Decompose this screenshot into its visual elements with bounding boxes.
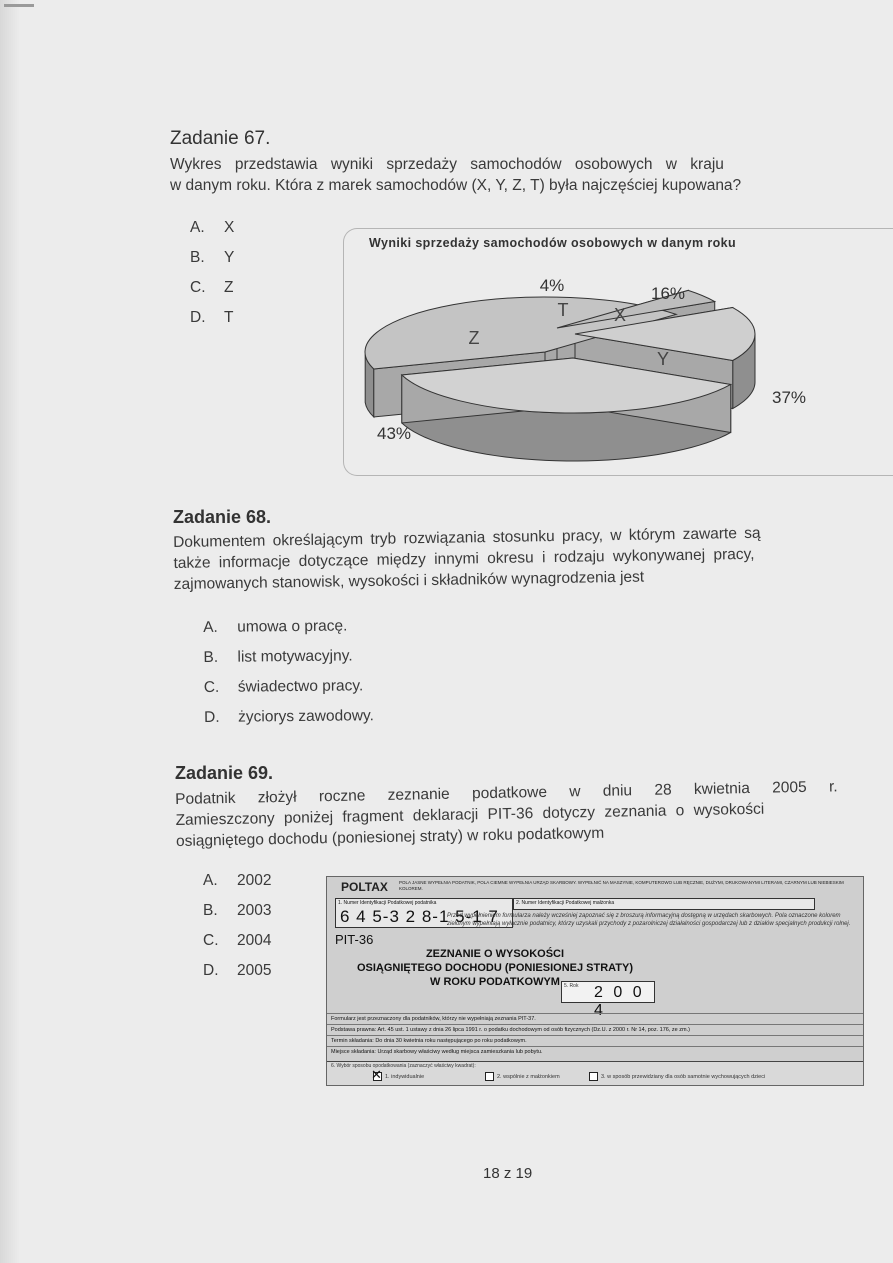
q68-text-line2: także informacje dotyczące między innymi okresu i rodzaju wykonywanej pracy, <box>173 545 755 572</box>
pie-chart-svg <box>344 229 893 475</box>
form-notice: Przed wypełnieniem formularza należy wcześniej zapoznać się z broszurą informacyjną dostępną w urzędach skarbowych. Pola oznaczone kolorem zielonym wypełniają wyłącznie podatnicy, którzy uzyskali przychody z pozarolniczej działalności gospodarczej lub z działów specjalnych produkcji rolnej. <box>447 913 851 927</box>
form-info-rows <box>327 1013 863 1057</box>
q69-text-line1: Podatnik złożył roczne zeznanie podatkowe w dniu 28 kwietnia 2005 r. <box>175 778 838 808</box>
q68-option-b[interactable]: B. list motywacyjny. <box>203 647 353 666</box>
spouse-nip-label: 2. Numer Identyfikacji Podatkowej małżonka <box>516 900 615 906</box>
q67-option-d[interactable]: D. T <box>190 309 234 326</box>
taxation-option-joint: 2. wspólnie z małżonkiem <box>485 1072 560 1081</box>
q68-text-line3: zajmowanych stanowisk, wysokości i składników wynagrodzenia jest <box>173 568 645 593</box>
q68-option-c[interactable]: C. świadectwo pracy. <box>203 677 364 696</box>
scan-corner-mark <box>4 4 34 7</box>
q69-option-b[interactable]: B. 2003 <box>203 902 272 919</box>
slice-value-z: 43% <box>376 424 412 443</box>
slice-value-t: 4% <box>539 276 565 295</box>
nip-label: 1. Numer Identyfikacji Podatkowej podatnika <box>338 900 437 906</box>
q69-text-line2: Zamieszczony poniżej fragment deklaracji PIT-36 dotyczy zeznania o wysokości <box>175 800 765 829</box>
slice-value-x: 16% <box>650 284 686 303</box>
form-info-row: Formularz jest przeznaczony dla podatników, którzy nie wypełniają zeznania PIT-37. <box>327 1013 863 1024</box>
q69-option-a[interactable]: A. 2002 <box>203 872 272 889</box>
slice-value-y: 37% <box>771 388 807 407</box>
chart-title: Wyniki sprzedaży samochodów osobowych w danym roku <box>369 236 737 250</box>
q69-title: Zadanie 69. <box>175 763 274 783</box>
q68-options <box>203 611 374 733</box>
q68-option-d[interactable]: D. życiorys zawodowy. <box>204 707 374 726</box>
q69-block <box>175 763 273 784</box>
q69-option-d[interactable]: D. 2005 <box>203 962 272 979</box>
checkbox <box>589 1072 598 1081</box>
pit36-form-fragment <box>326 876 864 1086</box>
form-top-note: POLA JASNE WYPEŁNIA PODATNIK, POLA CIEMNE WYPEŁNIA URZĄD SKARBOWY. WYPEŁNIĆ NA MASZYNIE, KOMPUTEROWO LUB RĘCZNIE, DUŻYMI, DRUKOWANYMI LITERAMI, CZARNYM LUB NIEBIESKIM KOLOREM. <box>399 880 844 891</box>
q69-option-c[interactable]: C. 2004 <box>203 932 272 949</box>
taxation-option-single-parent: 3. w sposób przewidziany dla osób samotnie wychowujących dzieci <box>589 1072 765 1081</box>
q67-text-line1: Wykres przedstawia wyniki sprzedaży samochodów osobowych w kraju <box>170 156 724 173</box>
taxation-method-section <box>327 1061 863 1086</box>
spouse-nip-field <box>513 898 815 910</box>
form-info-row: Miejsce składania: Urząd skarbowy właściwy według miejsca zamieszkania lub pobytu. <box>327 1046 863 1057</box>
page-edge-shadow <box>0 0 20 1263</box>
q67-block <box>170 128 270 150</box>
q67-option-a[interactable]: A. X <box>190 219 235 236</box>
q68-text-line1: Dokumentem określającym tryb rozwiązania stosunku pracy, w którym zawarte są <box>173 524 761 551</box>
poltax-label: POLTAX <box>341 880 388 894</box>
q67-title: Zadanie 67. <box>170 128 271 149</box>
q67-options <box>190 213 234 333</box>
q68-block <box>173 507 271 528</box>
q67-question <box>170 154 870 196</box>
q68-question <box>173 521 874 595</box>
slice-label-z: Z <box>468 328 480 348</box>
q67-option-c[interactable]: C. Z <box>190 279 234 296</box>
tax-year-field <box>561 981 655 1019</box>
taxation-method-label: 6. Wybór sposobu opodatkowania (zaznaczyć właściwy kwadrat): <box>331 1063 476 1069</box>
taxation-option-individual: ✕ 1. indywidualnie <box>373 1072 424 1081</box>
page-number: 18 z 19 <box>483 1165 533 1182</box>
tax-year-value: 2 0 0 4 <box>594 984 645 1019</box>
q69-question <box>175 776 876 852</box>
q69-text-line3: osiągniętego dochodu (poniesionej straty) w roku podatkowym <box>175 824 605 850</box>
form-code: PIT-36 <box>335 932 374 947</box>
form-info-row: Podstawa prawna: Art. 45 ust. 1 ustawy z dnia 26 lipca 1991 r. o podatku dochodowym od osób fizycznych (Dz.U. z 2000 r. Nr 14, poz. 176, ze zm.) <box>327 1024 863 1035</box>
checkbox <box>485 1072 494 1081</box>
q69-options <box>203 866 271 986</box>
checked-checkbox <box>373 1072 382 1081</box>
form-info-row: Termin składania: Do dnia 30 kwietnia roku następującego po roku podatkowym. <box>327 1035 863 1046</box>
pie-slices <box>365 276 806 461</box>
slice-label-x: X <box>613 305 627 325</box>
q68-title: Zadanie 68. <box>173 507 272 527</box>
q68-option-a[interactable]: A. umowa o pracę. <box>203 617 348 636</box>
q67-text-line2: w danym roku. Która z marek samochodów (X, Y, Z, T) była najczęściej kupowana? <box>170 177 742 194</box>
slice-label-y: Y <box>656 349 670 369</box>
slice-label-t: T <box>557 300 569 320</box>
nip-value: 6 4 5-3 2 8-1 5-1 7 <box>340 907 499 926</box>
tax-year-label: 5. Rok <box>564 983 579 989</box>
q67-option-b[interactable]: B. Y <box>190 249 235 266</box>
sales-pie-chart <box>343 228 893 476</box>
form-title: ZEZNANIE O WYSOKOŚCI OSIĄGNIĘTEGO DOCHODU (PONIESIONEJ STRATY) W ROKU PODATKOWYM <box>356 948 634 988</box>
